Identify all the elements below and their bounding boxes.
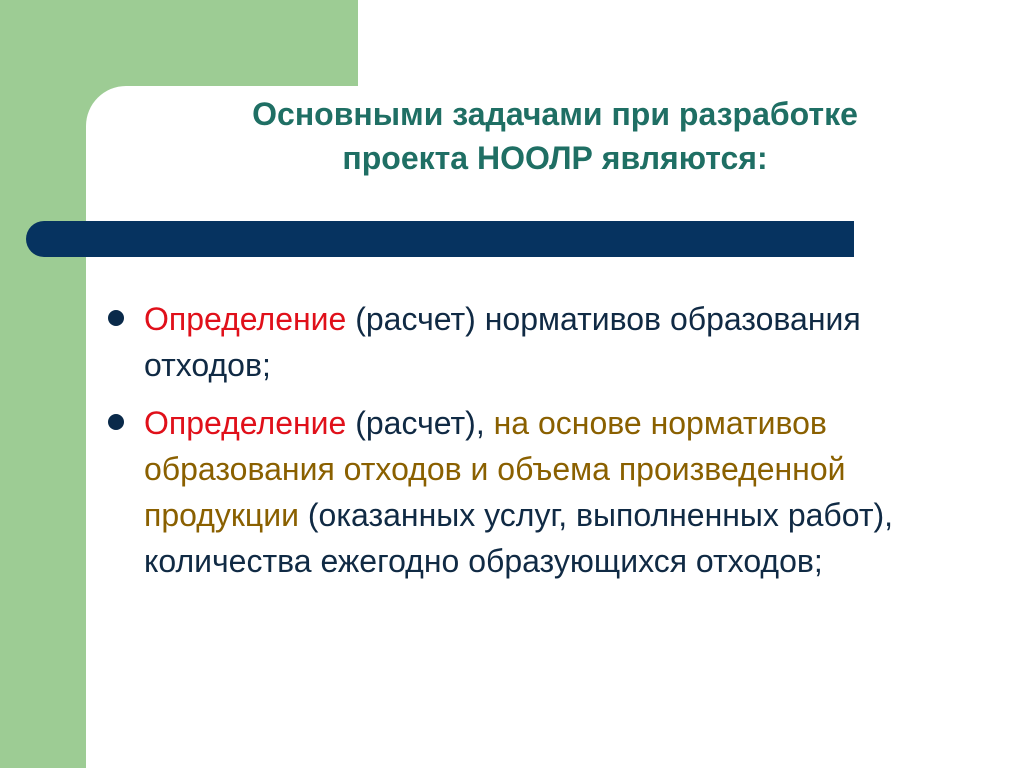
bullet-text: (оказанных услуг, выполненных работ), количества ежегодно образующихся отходов; — [144, 497, 894, 579]
bullet-dot-icon — [108, 414, 124, 430]
bullet-text: (расчет), — [346, 405, 494, 441]
bullet-keyword: Определение — [144, 405, 347, 441]
slide-title-line-1: Основными задачами при разработке — [252, 96, 858, 132]
slide-title-line-2: проекта НООЛР являются: — [342, 140, 768, 176]
bullet-keyword: Определение — [144, 301, 347, 337]
slide-title — [86, 92, 1024, 180]
bullet-list — [100, 296, 980, 596]
bullet-dot-icon — [108, 310, 124, 326]
bullet-item — [100, 400, 980, 584]
title-divider-bar — [26, 221, 854, 257]
bullet-item — [100, 296, 980, 388]
bullet-text: (расчет) нормативов образования отходов; — [144, 301, 861, 383]
bullet-highlight-text: на основе нормативов образования отходов и объема произведенной продукции — [144, 405, 846, 533]
